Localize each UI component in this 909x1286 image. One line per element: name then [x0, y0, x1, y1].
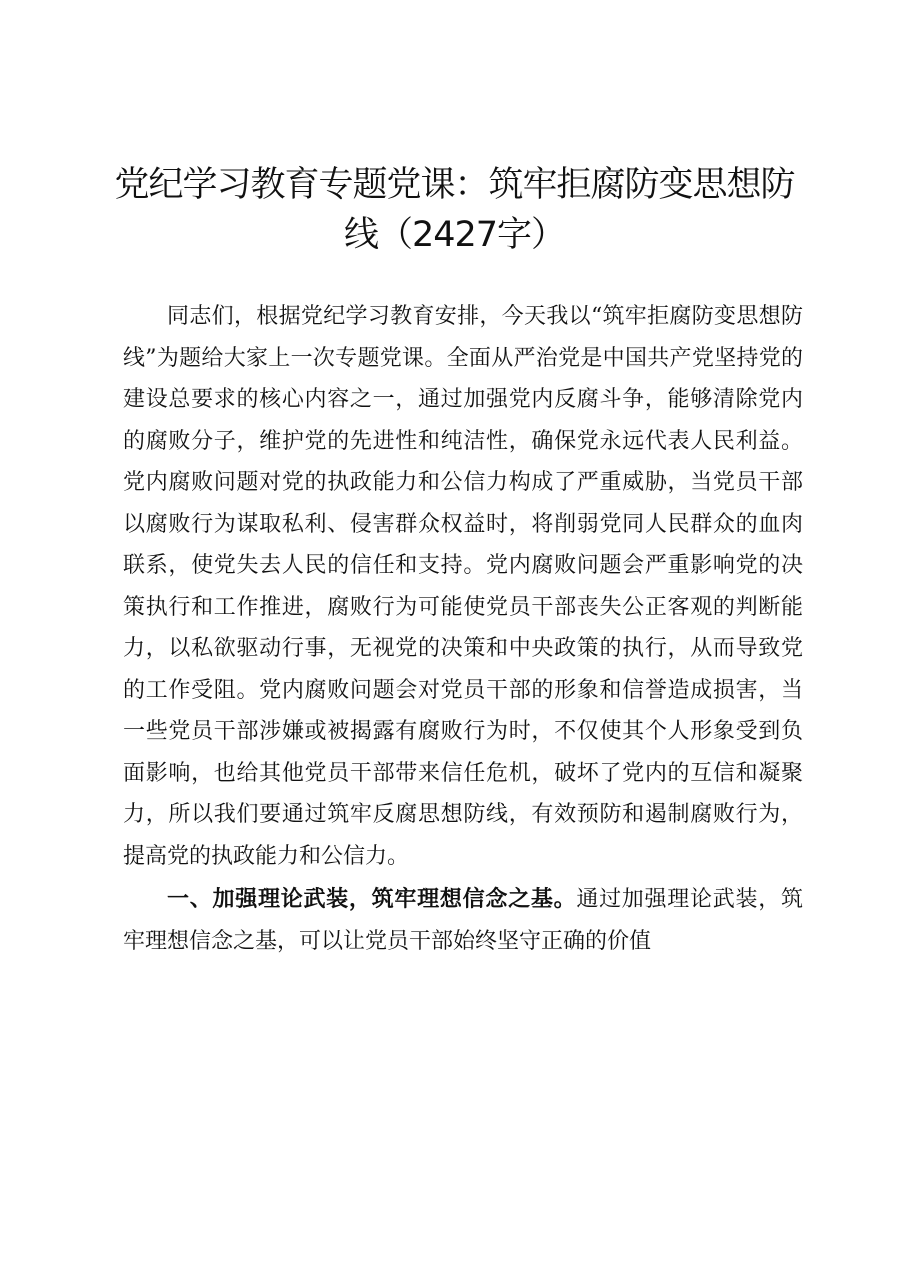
title-line-2: 线（2427字） [343, 215, 566, 255]
paragraph-section-1 [123, 879, 803, 962]
paragraph-intro: 同志们，根据党纪学习教育安排，今天我以“筑牢拒腐防变思想防线”为题给大家上一次专题党课。全面从严治党是中国共产党坚持党的建设总要求的核心内容之一，通过加强党内反腐斗争，能够清除党内的腐败分子，维护党的先进性和纯洁性，确保党永远代表人民利益。党内腐败问题对党的执政能力和公信力构成了严重威胁，当党员干部以腐败行为谋取私利、侵害群众权益时，将削弱党同人民群众的血肉联系，使党失去人民的信任和支持。党内腐败问题会严重影响党的决策执行和工作推进，腐败行为可能使党员干部丧失公正客观的判断能力，以私欲驱动行事，无视党的决策和中央政策的执行，从而导致党的工作受阻。党内腐败问题会对党员干部的形象和信誉造成损害，当一些党员干部涉嫌或被揭露有腐败行为时，不仅使其个人形象受到负面影响，也给其他党员干部带来信任危机，破坏了党内的互信和凝聚力，所以我们要通过筑牢反腐思想防线，有效预防和遏制腐败行为，提高党的执政能力和公信力。 [123, 304, 803, 869]
document-title [100, 160, 809, 260]
title-line-1: 党纪学习教育专题党课：筑牢拒腐防变思想防 [114, 165, 795, 205]
section-1-heading: 一、加强理论武装，筑牢理想信念之基。 [167, 887, 577, 912]
document-body [123, 296, 803, 962]
section-1-text: 通过加强理论武装，筑牢理想信念之基，可以让党员干部始终坚守正确的价值 [123, 887, 803, 954]
